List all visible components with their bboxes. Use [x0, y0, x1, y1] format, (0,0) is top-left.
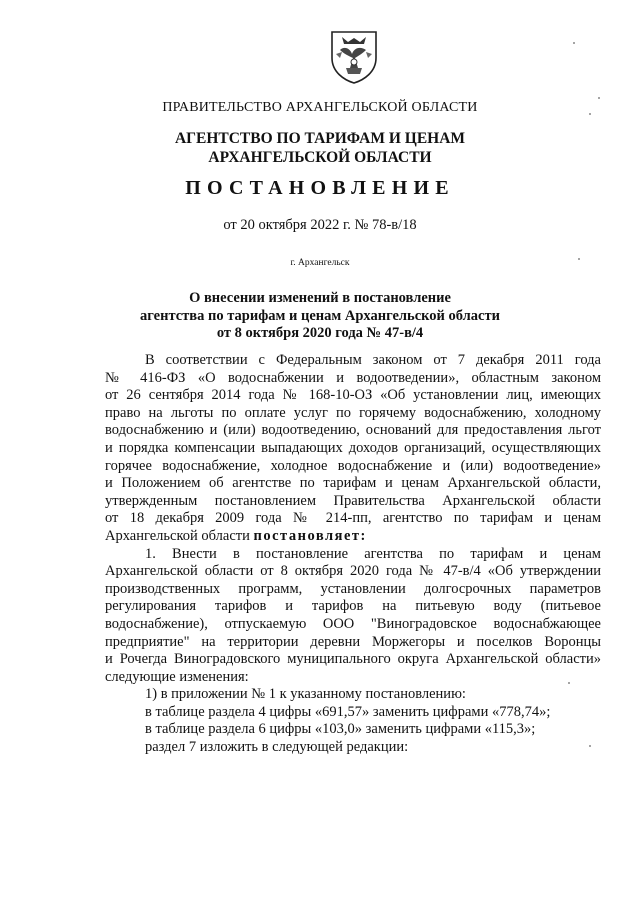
body-line: горячее водоснабжение, холодное водоснабжение и (или) водоотведение» — [105, 457, 601, 474]
scan-speck — [568, 682, 570, 684]
scan-speck — [589, 113, 591, 115]
body-line: водоснабжение), отпускаемую ООО "Виноградовское водоснабжающее — [105, 615, 601, 632]
scan-speck — [598, 97, 600, 99]
body-line: следующие изменения: — [105, 668, 249, 685]
list-item: 1) в приложении № 1 к указанному постановлению: — [145, 686, 466, 703]
body-line: и Рочегда Виноградовского муниципального округа Архангельской области» — [105, 651, 601, 668]
body-line: от 26 сентября 2014 года № 168-10-ОЗ «Об установлении лиц, имеющих — [105, 387, 601, 404]
coat-of-arms-icon — [328, 28, 380, 84]
list-item: в таблице раздела 4 цифры «691,57» заменить цифрами «778,74»; — [145, 703, 551, 720]
scan-speck — [589, 745, 591, 747]
body-line: от 18 декабря 2009 года № 214-пп, агентство по тарифам и ценам — [105, 510, 601, 527]
subject-line3: от 8 октября 2020 года № 47-в/4 — [216, 325, 424, 341]
agency-name-line1: АГЕНТСТВО ПО ТАРИФАМ И ЦЕНАМ — [174, 130, 466, 147]
agency-name-line2: АРХАНГЕЛЬСКОЙ ОБЛАСТИ — [208, 149, 432, 166]
document-date-number: от 20 октября 2022 г. № 78-в/18 — [223, 217, 417, 233]
body-line: № 416-ФЗ «О водоснабжении и водоотведении», областным законом — [105, 369, 601, 386]
body-line: 1. Внести в постановление агентства по тарифам и ценам — [145, 545, 601, 562]
list-item: раздел 7 изложить в следующей редакции: — [145, 739, 409, 756]
body-line: В соответствии с Федеральным законом от 7 декабря 2011 года — [145, 352, 601, 368]
government-name: ПРАВИТЕЛЬСТВО АРХАНГЕЛЬСКОЙ ОБЛАСТИ — [162, 100, 478, 115]
body-line: и порядка компенсации выпадающих доходов организаций, осуществляющих — [105, 439, 601, 456]
body-line: водоснабжению и (или) водоотведению, оснований для предоставления льгот — [105, 422, 601, 439]
body-line: Архангельской области от 8 октября 2020 года № 47-в/4 «Об утверждении — [105, 563, 601, 580]
document-type: ПОСТАНОВЛЕНИЕ — [185, 177, 455, 199]
agency-name — [0, 129, 640, 167]
list-item: в таблице раздела 6 цифры «103,0» заменить цифрами «115,3»; — [145, 721, 536, 738]
body-line: регулирования тарифов и тарифов на питьевую воду (питьевое — [105, 598, 601, 615]
subject-line1: О внесении изменений в постановление — [189, 290, 451, 306]
document-body — [105, 352, 601, 757]
scan-speck — [573, 42, 575, 44]
subject-line2: агентства по тарифам и ценам Архангельской области — [140, 307, 500, 324]
body-line: утвержденным постановлением Правительства Архангельской области — [105, 492, 601, 509]
body-text: Архангельской области — [105, 527, 250, 544]
body-line: предприятие" на территории деревни Моржегоры и поселков Воронцы — [105, 633, 601, 650]
body-line: производственных программ, установлении долгосрочных параметров — [105, 580, 601, 597]
body-line: и Положением об агентстве по тарифам и ценам Архангельской области, — [105, 475, 601, 492]
document-city: г. Архангельск — [290, 258, 350, 268]
scan-speck — [578, 258, 580, 260]
resolves-word: постановляет: — [253, 527, 367, 544]
document-subject — [0, 290, 640, 343]
body-line-resolves — [105, 528, 601, 546]
body-line: право на льготы по оплате услуг по горячему водоснабжению, холодному — [105, 404, 601, 421]
